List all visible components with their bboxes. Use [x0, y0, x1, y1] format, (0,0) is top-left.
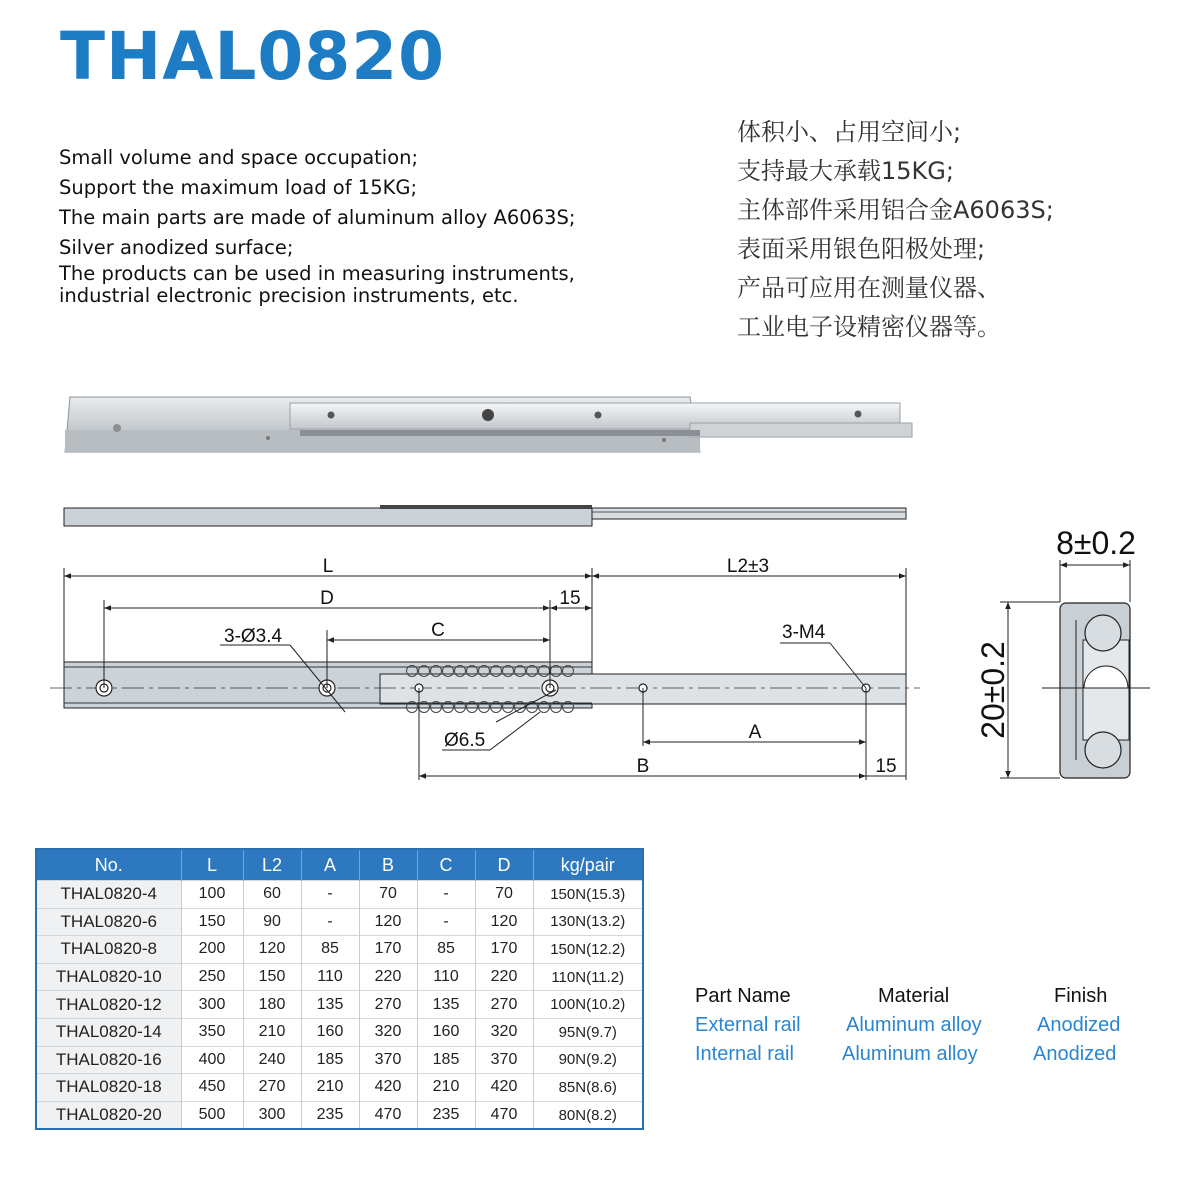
- part-name: Internal rail: [695, 1043, 794, 1065]
- cell-B: 370: [359, 1046, 417, 1074]
- cell-C: 210: [417, 1074, 475, 1102]
- cell-A: -: [301, 881, 359, 909]
- cell-load: 150N(12.2): [533, 936, 643, 964]
- spec-table: [35, 848, 644, 1130]
- cell-B: 70: [359, 881, 417, 909]
- cell-C: -: [417, 908, 475, 936]
- cn-line: 体积小、占用空间小;: [737, 118, 962, 146]
- cell-B: 420: [359, 1074, 417, 1102]
- en-line: The products can be used in measuring instruments,: [59, 262, 575, 285]
- table-row: [36, 1046, 643, 1074]
- dim-D: D: [320, 588, 334, 609]
- cell-L2: 270: [243, 1074, 301, 1102]
- dim-L2: L2±3: [726, 556, 770, 577]
- col-L2: L2: [243, 849, 301, 881]
- cn-line: 产品可应用在测量仪器、: [737, 274, 1001, 302]
- dim-ball: Ø6.5: [444, 730, 486, 751]
- chinese-description: [737, 113, 1054, 347]
- part-finish: Anodized: [1037, 1014, 1121, 1036]
- cell-D: 120: [475, 908, 533, 936]
- col-no: No.: [36, 849, 181, 881]
- part-material: Aluminum alloy: [846, 1014, 982, 1036]
- cell-L: 500: [181, 1101, 243, 1129]
- section-width: 8±0.2: [1056, 525, 1136, 561]
- cell-no: THAL0820-16: [36, 1046, 181, 1074]
- part-name: External rail: [695, 1014, 801, 1036]
- cn-line: 支持最大承载15KG;: [737, 157, 954, 185]
- top-view: [50, 662, 920, 713]
- cell-L: 250: [181, 963, 243, 991]
- cell-load: 80N(8.2): [533, 1101, 643, 1129]
- en-line: The main parts are made of aluminum alloy A6063S;: [59, 206, 576, 229]
- cell-C: 135: [417, 991, 475, 1019]
- cell-L: 300: [181, 991, 243, 1019]
- cell-D: 270: [475, 991, 533, 1019]
- cell-L2: 180: [243, 991, 301, 1019]
- cell-load: 150N(15.3): [533, 881, 643, 909]
- cell-A: 85: [301, 936, 359, 964]
- cell-B: 470: [359, 1101, 417, 1129]
- cell-D: 470: [475, 1101, 533, 1129]
- dim-15-top: 15: [559, 588, 581, 609]
- en-line: Silver anodized surface;: [59, 236, 294, 259]
- cell-L2: 90: [243, 908, 301, 936]
- cell-D: 70: [475, 881, 533, 909]
- cell-B: 120: [359, 908, 417, 936]
- cell-C: 110: [417, 963, 475, 991]
- cell-no: THAL0820-14: [36, 1018, 181, 1046]
- cell-no: THAL0820-4: [36, 881, 181, 909]
- cell-L: 400: [181, 1046, 243, 1074]
- cell-C: 160: [417, 1018, 475, 1046]
- cn-line: 工业电子设精密仪器等。: [737, 313, 1001, 341]
- english-description: [59, 143, 679, 307]
- side-view: [64, 505, 906, 526]
- cell-D: 220: [475, 963, 533, 991]
- col-D: D: [475, 849, 533, 881]
- cell-L2: 120: [243, 936, 301, 964]
- cell-no: THAL0820-8: [36, 936, 181, 964]
- part-finish: Anodized: [1033, 1043, 1117, 1065]
- product-title: THAL0820: [60, 18, 446, 95]
- cell-A: 185: [301, 1046, 359, 1074]
- cell-B: 270: [359, 991, 417, 1019]
- cell-A: 235: [301, 1101, 359, 1129]
- cell-D: 170: [475, 936, 533, 964]
- cell-L: 150: [181, 908, 243, 936]
- cell-C: 85: [417, 936, 475, 964]
- dim-B: B: [636, 756, 650, 777]
- cell-B: 170: [359, 936, 417, 964]
- cell-A: 160: [301, 1018, 359, 1046]
- part-material: Aluminum alloy: [842, 1043, 978, 1065]
- dim-15-bottom: 15: [875, 756, 897, 777]
- parts-header-material: Material: [878, 985, 950, 1007]
- table-row: [36, 908, 643, 936]
- dim-thread: 3-M4: [782, 622, 826, 643]
- cell-D: 370: [475, 1046, 533, 1074]
- en-line: Support the maximum load of 15KG;: [59, 176, 418, 199]
- cell-load: 130N(13.2): [533, 908, 643, 936]
- col-C: C: [417, 849, 475, 881]
- col-L: L: [181, 849, 243, 881]
- cell-A: -: [301, 908, 359, 936]
- col-load: kg/pair: [533, 849, 643, 881]
- cell-D: 320: [475, 1018, 533, 1046]
- parts-header-finish: Finish: [1054, 985, 1108, 1007]
- parts-header-name: Part Name: [695, 985, 791, 1007]
- cell-L: 350: [181, 1018, 243, 1046]
- table-row: [36, 991, 643, 1019]
- cell-C: 185: [417, 1046, 475, 1074]
- dim-A: A: [748, 722, 762, 743]
- cell-no: THAL0820-12: [36, 991, 181, 1019]
- cell-A: 210: [301, 1074, 359, 1102]
- cell-load: 110N(11.2): [533, 963, 643, 991]
- cell-load: 95N(9.7): [533, 1018, 643, 1046]
- dim-hole: 3-Ø3.4: [224, 626, 283, 647]
- cell-no: THAL0820-10: [36, 963, 181, 991]
- cell-D: 420: [475, 1074, 533, 1102]
- cell-A: 110: [301, 963, 359, 991]
- technical-drawing: [0, 370, 1200, 820]
- cell-load: 85N(8.6): [533, 1074, 643, 1102]
- en-line: industrial electronic precision instruments, etc.: [59, 284, 519, 307]
- cn-line: 主体部件采用铝合金A6063S;: [737, 196, 1054, 224]
- cell-no: THAL0820-18: [36, 1074, 181, 1102]
- table-row: [36, 881, 643, 909]
- cell-A: 135: [301, 991, 359, 1019]
- cell-load: 90N(9.2): [533, 1046, 643, 1074]
- cell-L: 100: [181, 881, 243, 909]
- cell-L: 200: [181, 936, 243, 964]
- dim-L: L: [322, 556, 334, 577]
- en-line: Small volume and space occupation;: [59, 146, 419, 169]
- cell-L2: 150: [243, 963, 301, 991]
- cell-C: -: [417, 881, 475, 909]
- cell-L2: 300: [243, 1101, 301, 1129]
- col-B: B: [359, 849, 417, 881]
- table-row: [36, 936, 643, 964]
- slide-photo: [65, 397, 912, 452]
- cell-B: 220: [359, 963, 417, 991]
- dim-C: C: [431, 620, 445, 641]
- cell-C: 235: [417, 1101, 475, 1129]
- cell-B: 320: [359, 1018, 417, 1046]
- cn-line: 表面采用银色阳极处理;: [737, 235, 986, 263]
- table-row: [36, 1101, 643, 1129]
- cell-no: THAL0820-20: [36, 1101, 181, 1129]
- cell-L2: 210: [243, 1018, 301, 1046]
- col-A: A: [301, 849, 359, 881]
- cell-no: THAL0820-6: [36, 908, 181, 936]
- table-row: [36, 1074, 643, 1102]
- cell-load: 100N(10.2): [533, 991, 643, 1019]
- cross-section: [975, 525, 1150, 778]
- section-height: 20±0.2: [975, 641, 1011, 739]
- cell-L: 450: [181, 1074, 243, 1102]
- table-header-row: [36, 849, 643, 881]
- cell-L2: 60: [243, 881, 301, 909]
- table-row: [36, 963, 643, 991]
- cell-L2: 240: [243, 1046, 301, 1074]
- table-row: [36, 1018, 643, 1046]
